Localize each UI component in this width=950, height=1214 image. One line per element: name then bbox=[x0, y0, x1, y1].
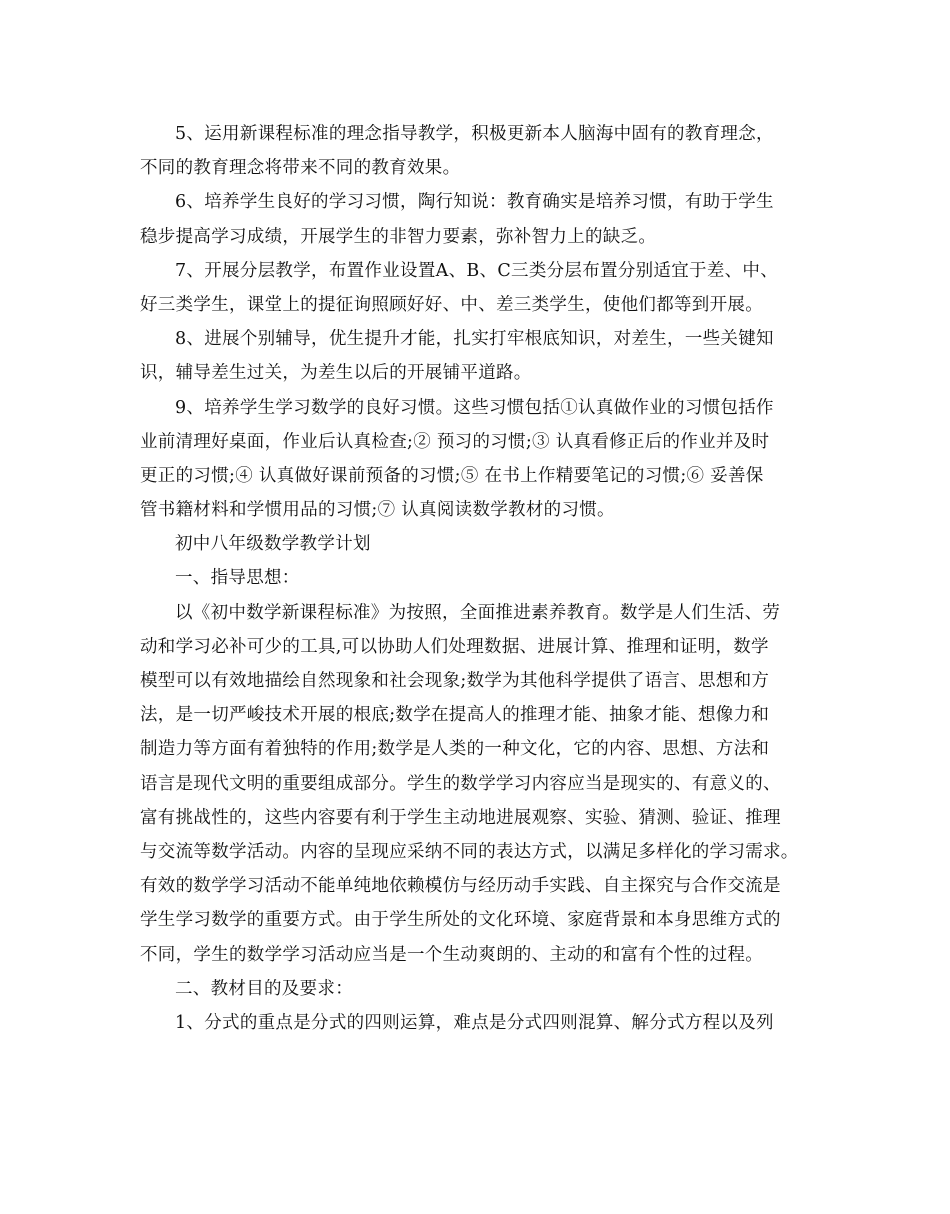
text-line: 5、运用新课程标准的理念指导教学，积极更新本人脑海中固有的教育理念， bbox=[175, 124, 774, 144]
text-line: 制造力等方面有着独特的作用;数学是人类的一种文化，它的内容、思想、方法和 bbox=[140, 739, 770, 760]
text-line: 业前清理好桌面，作业后认真检查;② 预习的习惯;③ 认真看修正后的作业并及时 bbox=[140, 431, 770, 452]
text-line: 1、分式的重点是分式的四则运算，难点是分式四则混算、解分式方程以及列 bbox=[175, 1012, 774, 1033]
text-line: 与交流等数学活动。内容的呈现应采纳不同的表达方式，以满足多样化的学习需求。 bbox=[140, 841, 799, 862]
text-line: 富有挑战性的，这些内容要有利于学生主动地进展观察、实验、猜测、验证、推理 bbox=[140, 807, 781, 828]
text-line: 学生学习数学的重要方式。由于学生所处的文化环境、家庭背景和本身思维方式的 bbox=[140, 910, 781, 931]
text-line: 语言是现代文明的重要组成部分。学生的数学学习内容应当是现实的、有意义的、 bbox=[140, 773, 781, 794]
text-line: 不同，学生的数学学习活动应当是一个生动爽朗的、主动的和富有个性的过程。 bbox=[140, 944, 763, 965]
text-line: 初中八年级数学教学计划 bbox=[175, 534, 371, 555]
text-line: 不同的教育理念将带来不同的教育效果。 bbox=[140, 158, 461, 179]
text-line: 动和学习必补可少的工具,可以协助人们处理数据、进展计算、推理和证明，数学 bbox=[140, 636, 769, 657]
text-line: 管书籍材料和学惯用品的习惯;⑦ 认真阅读数学教材的习惯。 bbox=[140, 500, 615, 521]
text-line: 9、培养学生学习数学的良好习惯。这些习惯包括①认真做作业的习惯包括作 bbox=[175, 397, 774, 418]
text-line: 识，辅导差生过关，为差生以后的开展铺平道路。 bbox=[140, 363, 532, 384]
text-line: 更正的习惯;④ 认真做好课前预备的习惯;⑤ 在书上作精要笔记的习惯;⑥ 妥善保 bbox=[140, 465, 764, 486]
text-line: 8、进展个别辅导，优生提升才能，扎实打牢根底知识，对差生，一些关键知 bbox=[175, 329, 774, 350]
text-line: 以《初中数学新课程标准》为按照，全面推进素养教育。数学是人们生活、劳 bbox=[175, 602, 781, 623]
text-line: 6、培养学生良好的学习习惯，陶行知说：教育确实是培养习惯，有助于学生 bbox=[175, 192, 774, 213]
text-line: 7、开展分层教学，布置作业设置A、B、C三类分层布置分别适宜于差、中、 bbox=[175, 260, 779, 281]
text-line: 二、教材目的及要求： bbox=[175, 978, 353, 999]
text-line: 法，是一切严峻技术开展的根底;数学在提高人的推理才能、抽象才能、想像力和 bbox=[140, 705, 770, 726]
text-line: 好三类学生，课堂上的提征询照顾好好、中、差三类学生，使他们都等到开展。 bbox=[140, 294, 763, 315]
text-line: 模型可以有效地描绘自然现象和社会现象;数学为其他科学提供了语言、思想和方 bbox=[140, 671, 770, 691]
document-page bbox=[140, 117, 820, 1040]
text-line: 一、指导思想： bbox=[175, 568, 300, 589]
text-line: 稳步提高学习成绩，开展学生的非智力要素，弥补智力上的缺乏。 bbox=[140, 226, 657, 247]
text-line: 有效的数学学习活动不能单纯地依赖模仿与经历动手实践、自主探究与合作交流是 bbox=[140, 876, 781, 897]
